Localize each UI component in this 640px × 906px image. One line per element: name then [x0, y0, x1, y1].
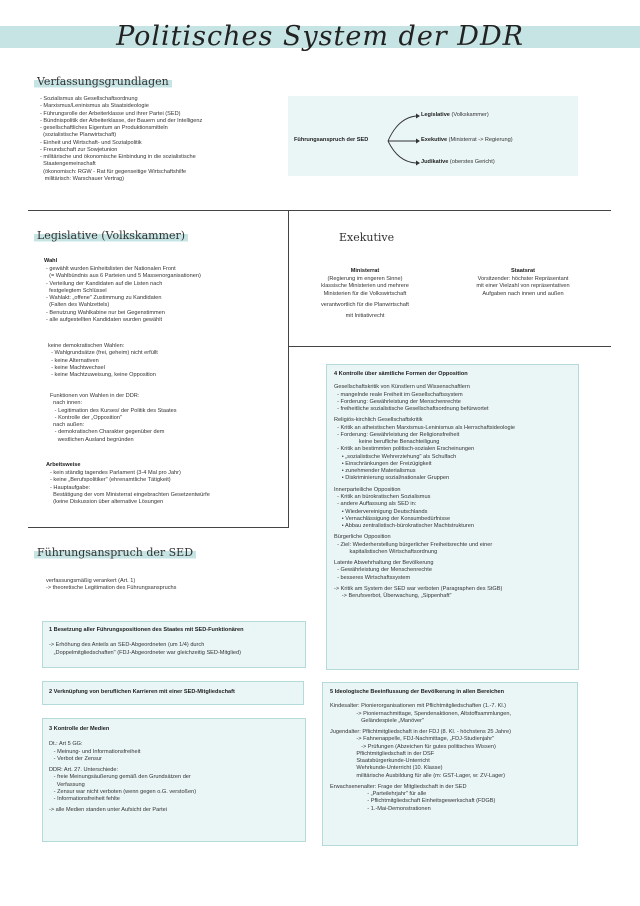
- box-karrieren: [42, 681, 304, 705]
- text-line: - keine Machtwechsel: [48, 364, 105, 371]
- text-line: westlichen Ausland begründen: [50, 436, 134, 443]
- divider-horizontal-right: [288, 346, 611, 347]
- ministerrat-list: [300, 276, 430, 320]
- wahl-list: [46, 266, 201, 324]
- text-line: verfassungsmäßig verankert (Art. 1): [46, 578, 136, 584]
- text-line: verantwortlich für die Planwirtschaft: [321, 301, 409, 308]
- box-ideologie-heading: 5 Ideologische Beeinflussung der Bevölkerung in allen Bereichen: [330, 689, 505, 695]
- box-ideologie: [322, 682, 578, 846]
- text-line: -> Fahnenappelle, FDJ-Nachmittage, „FDJ-Studienjahr": [330, 736, 495, 743]
- text-line: - militärische und ökonomische Einbindung in die sozialistische: [40, 154, 196, 161]
- heading-verfassungsgrundlagen: Verfassungsgrundlagen: [34, 75, 172, 89]
- text-line: - Forderung: Gewährleistung der Religionsfreiheit: [334, 431, 460, 438]
- divider-horizontal-left: [28, 527, 289, 528]
- text-line: - mangelnde reale Freiheit im Gesellschaftssystem: [334, 391, 463, 398]
- text-line: Staatsbürgerkunde-Unterricht: [330, 758, 430, 765]
- text-line: nach außen:: [50, 422, 85, 429]
- text-line: Innerparteiliche Opposition: [334, 486, 401, 493]
- text-line: - Ziel: Wiederherstellung bürgerlicher Freiheitsrechte und einer: [334, 541, 493, 548]
- text-line: - Einheit und Wirtschaft- und Sozialpolitik: [40, 139, 142, 146]
- text-line: Geländespiele „Manöver": [330, 717, 425, 724]
- text-line: - 1.-Mai-Demonstrationen: [330, 805, 431, 812]
- text-line: (ökonomisch: RGW - Rat für gegenseitige Wirtschaftshilfe: [40, 168, 187, 175]
- text-line: - Verteilung der Kandidaten auf die Listen nach: [46, 280, 163, 287]
- page-title: Politisches System der DDR: [116, 21, 524, 52]
- text-line: - freiheitliche sozialistische Gesellschaftsordnung befürwortet: [334, 406, 489, 413]
- text-line: Wehrkunde-Unterricht (10. Klasse): [330, 765, 443, 772]
- text-line: • Diskriminierung sozial/nationaler Gruppen: [334, 475, 450, 482]
- text-line: (Regierung im engeren Sinne): [327, 276, 403, 282]
- text-line: militärische Ausbildung für alle (m: GST-Lager, w: ZV-Lager): [330, 772, 506, 779]
- diagram-target-judikative: Judikative (oberstes Gericht): [421, 159, 495, 165]
- text-line: - Marxismus/Leninismus als Staatsideologie: [40, 103, 149, 110]
- text-line: Bürgerliche Opposition: [334, 534, 391, 541]
- text-line: mit einer Vielzahl von repräsentativen: [476, 283, 570, 290]
- text-line: -> Prüfungen (Abzeichen für gutes politisches Wissen): [330, 743, 496, 750]
- box-medien-heading: 3 Kontrolle der Medien: [49, 726, 110, 732]
- text-line: - Kritik an atheistischen Marxismus-Leninismus als Herrschaftsideologie: [334, 424, 515, 431]
- arrow-head-exekutive: [416, 139, 420, 144]
- staatsrat-heading: Staatsrat: [511, 268, 535, 274]
- text-line: festgelegtem Schlüssel: [46, 287, 107, 294]
- ministerrat-heading: Ministerrat: [350, 268, 380, 274]
- text-line: Vorsitzender: höchster Repräsentant: [477, 276, 569, 282]
- arrow-head-legislative: [416, 114, 420, 119]
- arbeitsweise-heading: Arbeitsweise: [46, 462, 81, 468]
- text-line: - keine Alternativen: [48, 357, 99, 364]
- funktionen-list: [50, 393, 177, 444]
- text-line: Jugendalter: Pflichtmitgliedschaft in der FDJ (8. Kl. - höchstens 25 Jahre): [330, 729, 511, 736]
- arrow-head-judikative: [416, 161, 420, 166]
- heading-legislative: Legislative (Volkskammer): [34, 229, 188, 243]
- text-line: -> Erhöhung des Anteils an SED-Abgeordneten (um 1/4) durch: [49, 642, 205, 649]
- text-line: - gesellschaftliches Eigentum an Produktionsmitteln: [40, 125, 168, 132]
- diagram-source: Führungsanspruch der SED: [294, 137, 369, 143]
- text-line: -> Pioniernachmittage, Spendenaktionen, Altstoffsammlungen,: [330, 710, 512, 717]
- arrow-judikative: [388, 141, 416, 163]
- text-line: • Einschränkungen der Freizügigkeit: [334, 460, 432, 467]
- text-line: • Wiedervereinigung Deutschlands: [334, 508, 428, 515]
- text-line: - Forderung: Gewährleistung der Menschenrechte: [334, 398, 461, 405]
- text-line: - alle aufgestellten Kandidaten wurden gewählt: [46, 316, 162, 323]
- box-opposition-list: [334, 384, 578, 600]
- text-line: - gewählt wurden Einheitslisten der Nationalen Front: [46, 266, 176, 272]
- text-line: (= Wahlbündnis aus 6 Parteien und 5 Massenorganisationen): [46, 273, 201, 280]
- box-fuehrungspositionen-heading: 1 Besetzung aller Führungspositionen des Staates mit SED-Funktionären: [49, 627, 244, 633]
- text-line: - Wahlakt: „offene" Zustimmung zu Kandidaten: [46, 295, 162, 302]
- text-line: Ministerien für die Volkswirtschaft: [323, 290, 407, 297]
- text-line: • Vernachlässigung der Konsumbedürfnisse: [334, 515, 451, 522]
- text-line: (sozialistische Planwirtschaft): [40, 132, 117, 139]
- arrow-legislative: [388, 116, 416, 141]
- text-line: - Sozialismus als Gesellschaftsordnung: [40, 96, 138, 102]
- text-line: - keine Machtzuweisung, keine Opposition: [48, 372, 156, 379]
- text-line: - Wahlgrundsätze (frei, geheim) nicht erfüllt: [48, 350, 158, 357]
- box-fuehrungspositionen: [42, 621, 306, 668]
- text-line: -> theoretische Legitimation des Führungsanspruchs: [46, 585, 177, 592]
- text-line: Kindesalter: Pionierorganisationen mit Pflichtmitgliedschaften (1.-7. Kl.): [330, 703, 506, 710]
- text-line: militärisch: Warschauer Vertrag): [40, 175, 125, 182]
- text-line: - Pflichtmitgliedschaft Einheitsgewerkschaft (FDGB): [330, 798, 496, 805]
- text-line: • zunehmender Materialismus: [334, 468, 416, 475]
- text-line: (keine Diskussion über alternative Lösungen: [50, 499, 164, 506]
- demokratie-list: [48, 343, 158, 379]
- text-line: DDR: Art. 27. Unterschiede:: [49, 767, 119, 774]
- text-line: -> alle Medien standen unter Aufsicht der Partei: [49, 807, 168, 814]
- text-line: keine demokratischen Wahlen:: [48, 343, 125, 349]
- text-line: Pflichtmitgliedschaft in der DSF: [330, 750, 435, 757]
- box-karrieren-heading: 2 Verknüpfung von beruflichen Karrieren mit einer SED-Mitgliedschaft: [49, 689, 235, 695]
- text-line: - demokratischen Charakter gegenüber dem: [50, 429, 165, 436]
- text-line: - Kritik an bestimmten politisch-sozialen Erscheinungen: [334, 446, 475, 453]
- fuehrung-list: [46, 578, 176, 593]
- text-line: Funktionen von Wahlen in der DDR:: [50, 393, 140, 399]
- text-line: - Bündnispolitik der Arbeiterklasse, der Bauern und der Intelligenz: [40, 117, 203, 124]
- box-opposition-heading: 4 Kontrolle über sämtliche Formen der Opposition: [334, 371, 468, 377]
- text-line: nach innen:: [50, 400, 83, 407]
- text-line: - kein ständig tagendes Parlament (3-4 Mal pro Jahr): [50, 470, 181, 476]
- text-line: Erwachsenenalter: Frage der Mitgliedschaft in der SED: [330, 783, 467, 790]
- text-line: - Kontrolle der „Opposition": [50, 414, 122, 421]
- text-line: - Hauptaufgabe:: [50, 484, 91, 491]
- box-fuehrungspositionen-list: [49, 642, 305, 657]
- text-line: Bestätigung der vom Ministerrat eingebrachten Gesetzentwürfe: [50, 491, 210, 498]
- text-line: -> Berufsverbot, Überwachung, „Sippenhaft": [334, 593, 452, 600]
- text-line: • „sozialistische Wehrerziehung" als Schulfach: [334, 453, 457, 460]
- text-line: kapitalistischen Wirtschaftsordnung: [334, 548, 438, 555]
- arbeitsweise-list: [50, 470, 210, 506]
- text-line: - Benutzung Wahlkabine nur bei Gegenstimmen: [46, 309, 165, 316]
- staatsrat-list: [458, 276, 588, 298]
- text-line: -> Kritik am System der SED war verboten (Paragraphen des StGB): [334, 585, 503, 592]
- text-line: - Führungsrolle der Arbeiterklasse und ihrer Partei (SED): [40, 110, 181, 117]
- text-line: Latente Abwehrhaltung der Bevölkerung: [334, 560, 434, 567]
- text-line: - andere Auffassung als SED in:: [334, 501, 417, 508]
- text-line: Religiös-kirchlich Gesellschaftskritik: [334, 417, 423, 424]
- box-ideologie-list: [330, 703, 577, 813]
- text-line: - Meinung- und Informationsfreiheit: [49, 748, 141, 755]
- text-line: - Kritik an bürokratischen Sozialismus: [334, 493, 431, 500]
- divider-vertical: [288, 210, 289, 527]
- text-line: - „Parteilehrjahr" für alle: [330, 791, 427, 798]
- text-line: - Zensur war nicht verboten (wenn gegen o.G. verstoßen): [49, 788, 197, 795]
- box-medien: [42, 718, 306, 842]
- text-line: - Legitimation des Kurses/ der Politik des Staates: [50, 407, 177, 414]
- text-line: - freie Meinungsäußerung gemäß den Grundsätzen der: [49, 774, 191, 781]
- diagram-target-exekutive: Exekutive (Ministerrat -> Regierung): [421, 137, 513, 143]
- heading-exekutive: Exekutive: [339, 231, 395, 244]
- text-line: - Informationsfreiheit fehlte: [49, 796, 120, 803]
- text-line: Dt.: Art 5 GG:: [49, 741, 83, 748]
- text-line: - Freundschaft zur Sowjetunion: [40, 146, 118, 153]
- text-line: (Falten des Wahlzettels): [46, 302, 110, 309]
- box-opposition: [326, 364, 579, 670]
- text-line: keine berufliche Benachteiligung: [334, 439, 440, 446]
- text-line: Verfassung: [49, 781, 85, 788]
- divider-horizontal-top: [28, 210, 611, 211]
- diagram-target-legislative: Legislative (Volkskammer): [421, 112, 489, 118]
- box-medien-list: [49, 741, 305, 814]
- heading-fuehrungsanspruch: Führungsanspruch der SED: [34, 546, 196, 560]
- text-line: Staatengemeinschaft: [40, 161, 96, 168]
- text-line: mit Initiativrecht: [345, 313, 385, 320]
- text-line: - besseres Wirtschaftssystem: [334, 574, 411, 581]
- text-line: „Doppelmitgliedschaften" (FDJ-Abgeordneter war gleichzeitig SED-Mitglied): [49, 649, 241, 656]
- text-line: • Abbau zentralistisch-bürokratischer Machtstrukturen: [334, 523, 474, 530]
- text-line: klassische Ministerien und mehrere: [321, 283, 409, 290]
- text-line: - Verbot der Zensur: [49, 755, 102, 762]
- text-line: - Gewährleistung der Menschenrechte: [334, 567, 432, 574]
- text-line: Aufgaben nach innen und außen: [482, 290, 564, 297]
- wahl-heading: Wahl: [44, 258, 58, 264]
- text-line: Gesellschaftskritik von Künstlern und Wissenschaftlern: [334, 384, 470, 391]
- text-line: - keine „Berufspolitiker" (ehrenamtliche Tätigkeit): [50, 477, 171, 484]
